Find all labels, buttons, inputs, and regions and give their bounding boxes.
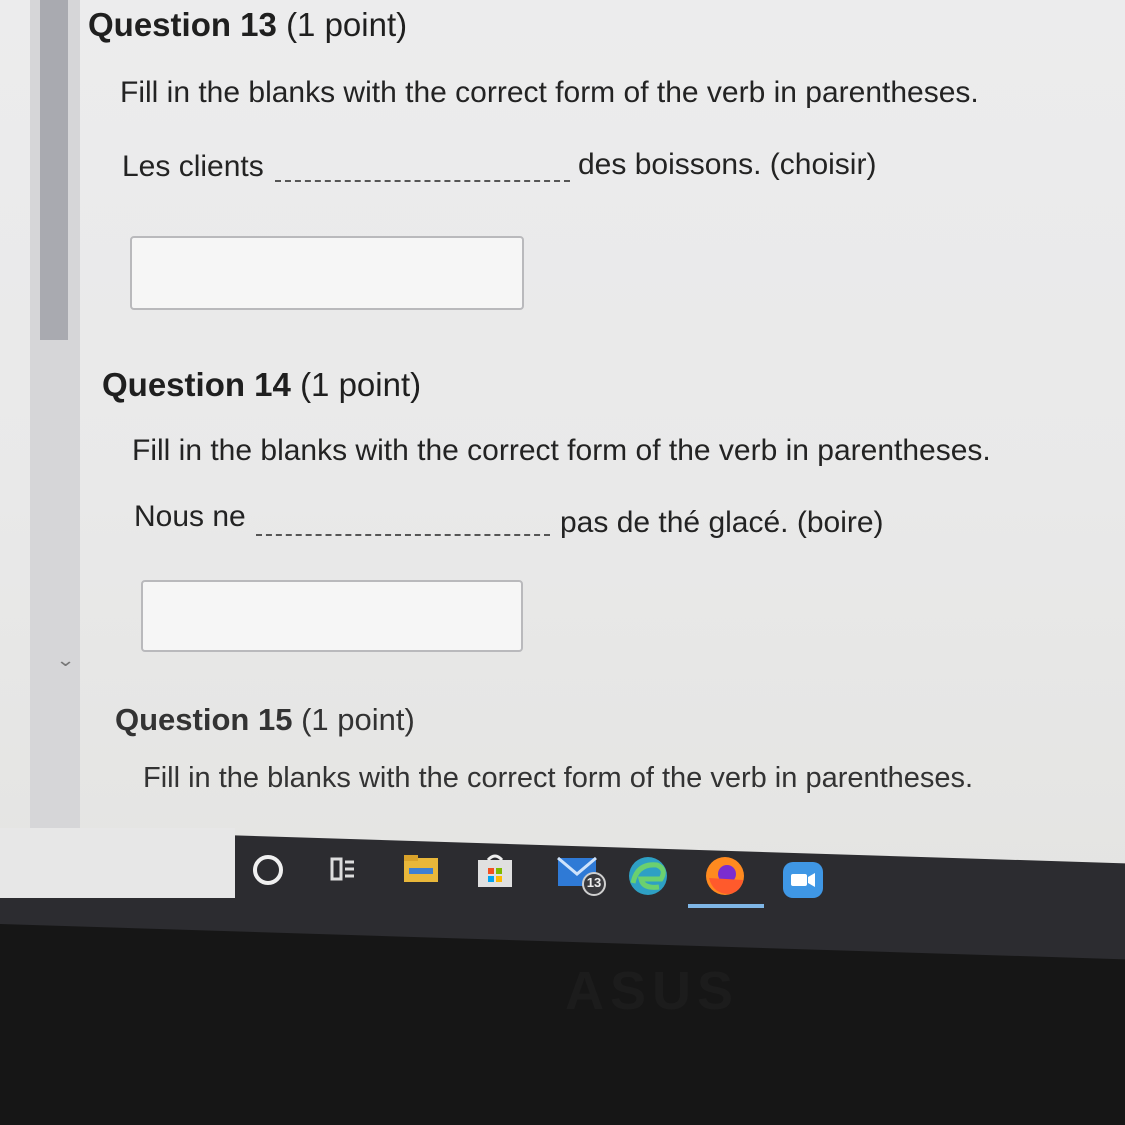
file-explorer-icon[interactable] bbox=[403, 854, 439, 884]
answer-input[interactable] bbox=[141, 580, 523, 652]
edge-icon[interactable] bbox=[627, 855, 669, 897]
blank-line bbox=[256, 534, 550, 536]
answer-input[interactable] bbox=[130, 236, 524, 310]
question-15 bbox=[115, 702, 415, 738]
question-instruction: Fill in the blanks with the correct form of the verb in parentheses. bbox=[132, 434, 991, 467]
scrollbar-thumb[interactable] bbox=[40, 0, 68, 340]
scroll-down-chevron-icon[interactable]: ⌄ bbox=[55, 650, 76, 670]
store-icon[interactable] bbox=[476, 852, 514, 888]
question-13 bbox=[88, 6, 407, 44]
question-title bbox=[88, 6, 407, 44]
mail-icon[interactable] bbox=[556, 852, 608, 896]
question-instruction: Fill in the blanks with the correct form of the verb in parentheses. bbox=[120, 76, 979, 109]
task-view-icon[interactable] bbox=[330, 856, 356, 882]
firefox-active-indicator bbox=[688, 904, 764, 908]
question-number: Question 15 bbox=[115, 702, 293, 737]
sentence-after-blank: pas de thé glacé. (boire) bbox=[560, 506, 884, 539]
firefox-icon[interactable] bbox=[703, 854, 747, 898]
question-number: Question 13 bbox=[88, 6, 277, 43]
sentence-after-blank: des boissons. (choisir) bbox=[578, 148, 877, 181]
question-points: (1 point) bbox=[301, 702, 415, 737]
taskbar-left-area bbox=[0, 828, 235, 898]
blank-line bbox=[275, 180, 570, 182]
question-instruction: Fill in the blanks with the correct form of the verb in parentheses. bbox=[143, 762, 974, 794]
zoom-icon[interactable] bbox=[782, 861, 824, 899]
question-title bbox=[102, 366, 421, 404]
search-circle-icon[interactable] bbox=[253, 855, 283, 885]
sentence-before-blank: Les clients bbox=[122, 150, 264, 183]
laptop-bezel-logo: ASUS bbox=[565, 961, 740, 1021]
question-points: (1 point) bbox=[300, 366, 422, 403]
question-number: Question 14 bbox=[102, 366, 291, 403]
question-title bbox=[115, 702, 415, 738]
question-points: (1 point) bbox=[286, 6, 408, 43]
question-14 bbox=[102, 366, 421, 404]
sentence-before-blank: Nous ne bbox=[134, 500, 246, 533]
mail-badge: 13 bbox=[586, 875, 602, 890]
